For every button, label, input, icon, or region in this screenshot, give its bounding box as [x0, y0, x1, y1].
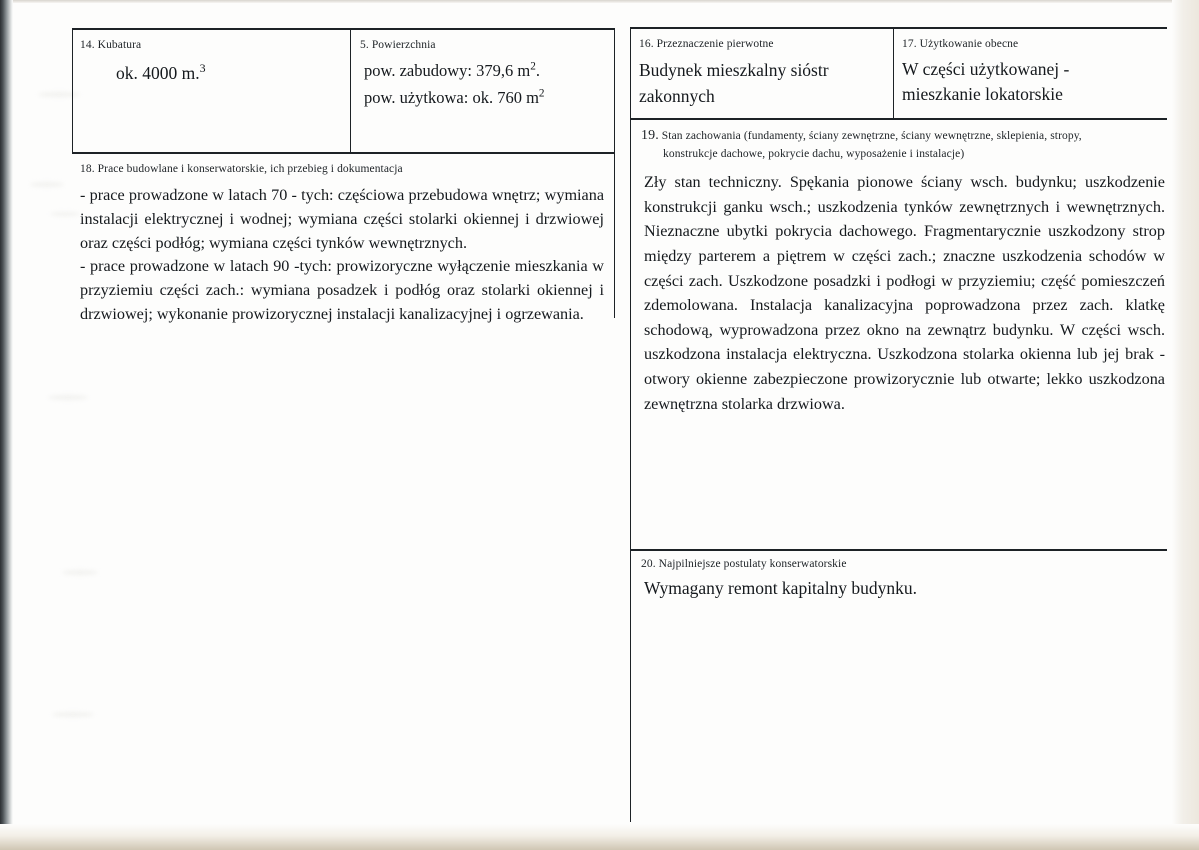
- field-5-label: Powierzchnia: [371, 39, 436, 51]
- field-5-value: [364, 57, 545, 111]
- field-14-kubatura: [72, 30, 350, 152]
- field-5-line-2-text: pow. użytkowa: ok. 760 m: [364, 88, 539, 108]
- paper-blemish: [48, 395, 88, 400]
- field-17-label: Użytkowanie obecne: [919, 38, 1019, 50]
- field-5-line-1-tail: .: [535, 61, 540, 80]
- field-16-value: Budynek mieszkalny sióstr zakonnych: [639, 60, 829, 107]
- scan-shadow-left-edge: [0, 0, 13, 850]
- field-5-line-1-text: pow. zabudowy: 379,6 m: [364, 61, 531, 80]
- field-16-label: Przeznaczenie pierwotne: [656, 38, 774, 50]
- field-14-value-exponent: 3: [199, 61, 206, 76]
- field-19-caption-line-2: [641, 146, 1151, 163]
- field-20-value: Wymagany remont kapitalny budynku.: [644, 578, 918, 598]
- field-16-przeznaczenie-pierwotne: [630, 29, 893, 118]
- scan-edge-right: [1172, 0, 1199, 850]
- field-18-caption: [80, 162, 403, 176]
- field-5-value-line: [364, 57, 545, 84]
- field-17-number: 17.: [902, 38, 917, 50]
- field-14-value-text: ok. 4000 m.: [116, 63, 200, 83]
- field-14-label: Kubatura: [97, 39, 142, 51]
- paper-blemish: [62, 570, 98, 575]
- field-19-stan-zachowania: [630, 120, 1167, 549]
- field-19-caption-line-1: [641, 125, 1151, 146]
- field-17-uzytkowanie-obecne: [893, 29, 1167, 118]
- field-14-caption: [80, 38, 141, 52]
- paper-blemish: [30, 182, 64, 187]
- field-19-label-line-1: Stan zachowania (fundamenty, ściany zewnętrzne, ściany wewnętrzne, sklepienia, stropy,: [661, 130, 1082, 142]
- field-19-number: 19.: [641, 128, 659, 143]
- field-5-caption: [360, 38, 436, 52]
- field-19-paragraph: Zły stan techniczny. Spękania pionowe ściany wsch. budynku; uszkodzenie konstrukcji ganku wsch.; uszkodzenia tynków zewnętrznych i wewnętrznych. Nieznaczne ubytki pokrycia dachowego. Fragmentarycznie uszkodzony strop między parterem a piętrem w części zach.; znaczne uszkodzenia schodów w części zach. Uszkodzone posadzki i podłogi w przyziemiu; część pomieszczeń zdemolowana. Instalacja kanalizacyjna poprowadzona przez zach. klatkę schodową, wyprowadzona przez okno na zewnątrz budynku. W części wsch. uszkodzona instalacja elektryczna. Uszkodzona stolarka okienna lub jej brak - otwory okienne zabezpieczone prowizorycznie lub otwarte; lekko uszkodzona zewnętrzna stolarka drzwiowa.: [644, 173, 1165, 413]
- field-20-number: 20.: [641, 558, 656, 570]
- field-18-number: 18.: [80, 163, 95, 175]
- field-17-caption: [902, 37, 1018, 51]
- paper-blemish: [52, 712, 94, 717]
- scan-top-edge: [13, 0, 1199, 3]
- field-5-line-1-exponent: 2: [530, 60, 536, 73]
- field-20-caption: [641, 557, 847, 571]
- field-20-label: Najpilniejsze postulaty konserwatorskie: [658, 558, 847, 570]
- field-18-paragraph: - prace prowadzone w latach 90 -tych: prowizoryczne wyłączenie mieszkania w przyziemiu części zach.: wymiana posadzek i podłóg oraz stolarki okiennej i drzwiowej; wykonanie prowizorycznej instalacji kanalizacyjnej i ogrzewania.: [80, 257, 604, 324]
- field-18-prace-budowlane: [72, 154, 614, 324]
- field-5-value-line: [364, 84, 545, 111]
- field-19-body: [644, 170, 1165, 416]
- field-18-label: Prace budowlane i konserwatorskie, ich przebieg i dokumentacja: [97, 163, 403, 175]
- field-16-number: 16.: [639, 38, 654, 50]
- rule-field18-right: [614, 152, 615, 318]
- rule-left-table-right: [614, 28, 615, 153]
- field-5-number: 5.: [360, 39, 369, 51]
- field-14-number: 14.: [80, 39, 95, 51]
- field-16-caption: [639, 37, 774, 51]
- field-17-value: W części użytkowanej - mieszkanie lokatorskie: [902, 59, 1070, 104]
- field-20-postulaty-konserwatorskie: [630, 551, 1167, 822]
- field-5-line-2-exponent: 2: [538, 87, 545, 100]
- field-18-paragraph: - prace prowadzone w latach 70 - tych: częściowa przebudowa wnętrz; wymiana instalacji elektrycznej i wodnej; wymiana części stolarki okiennej i drzwiowej oraz części podłóg; wymiana części tynków wewnętrznych.: [80, 186, 604, 252]
- field-5-powierzchnia: [350, 30, 614, 152]
- scan-edge-bottom: [0, 824, 1199, 850]
- field-14-value: [116, 60, 206, 86]
- field-19-label-line-2: konstrukcje dachowe, pokrycie dachu, wyposażenie i instalacje): [663, 148, 965, 160]
- field-19-caption: [641, 125, 1151, 163]
- field-18-body: [80, 184, 604, 327]
